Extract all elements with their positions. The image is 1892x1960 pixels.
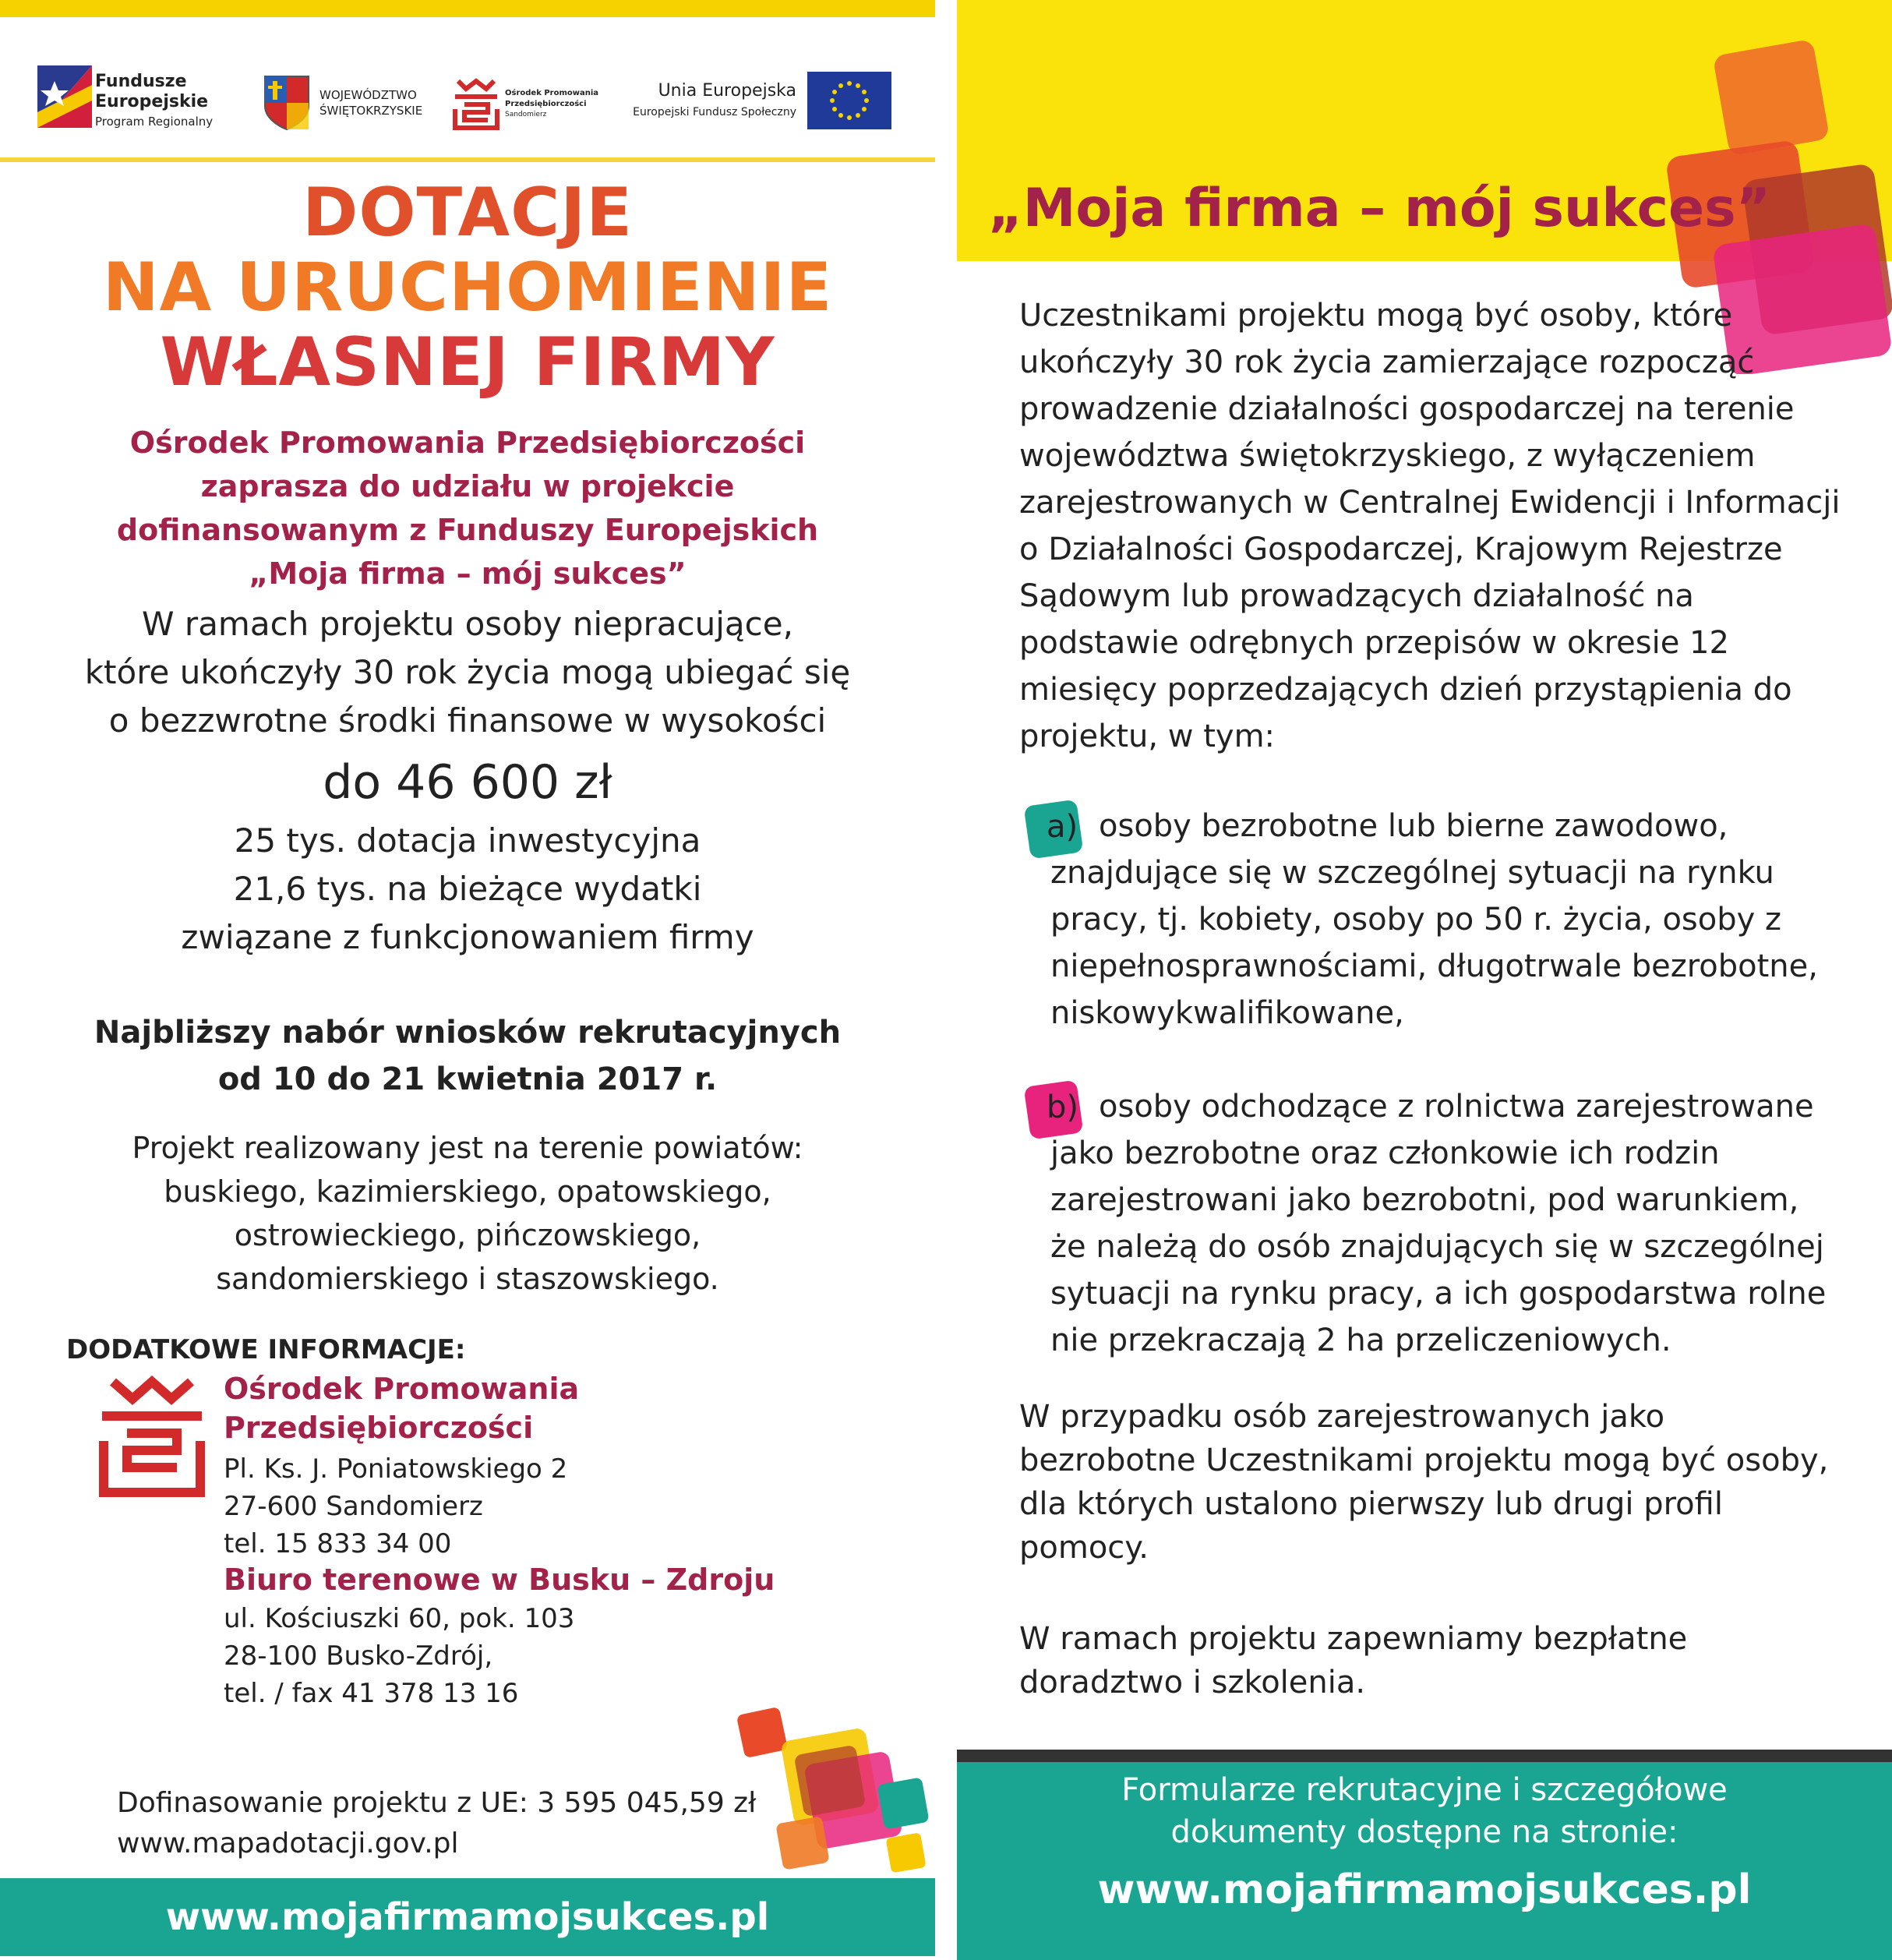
- fundusze-europejskie-logo-icon: [37, 65, 92, 128]
- eligibility-line: o bezzwrotne środki finansowe w wysokości: [108, 701, 827, 740]
- right-panel: [957, 0, 1892, 1960]
- area-line: Projekt realizowany jest na terenie powiatów:: [132, 1131, 803, 1165]
- eligibility-line: W ramach projektu osoby niepracujące,: [142, 605, 793, 643]
- paragraph-line: W przypadku osób zarejestrowanych jako: [1019, 1399, 1665, 1435]
- opp-logo-line-2: Przedsiębiorczości: [505, 100, 587, 108]
- contact-org-line-2: Przedsiębiorczości: [224, 1411, 534, 1445]
- breakdown-block: [31, 817, 904, 962]
- paragraph-line: zarejestrowanych w Centralnej Ewidencji i Informacji: [1019, 485, 1841, 521]
- intro-block: [31, 421, 904, 595]
- breakdown-line: związane z funkcjonowaniem firmy: [181, 918, 754, 956]
- item-b-line: sytuacji na rynku pracy, a ich gospodarstwa rolne: [1050, 1276, 1827, 1312]
- paragraph-line: o Działalności Gospodarczej, Krajowym Rejestrze: [1019, 531, 1783, 567]
- eligibility-line: które ukończyły 30 rok życia mogą ubiegać się: [84, 653, 851, 691]
- eligibility-block: [31, 600, 904, 745]
- item-b-text: [1050, 1083, 1826, 1364]
- headline-line-1: DOTACJE: [302, 174, 633, 252]
- office-name: Biuro terenowe w Busku – Zdroju: [224, 1563, 775, 1597]
- area-block: [31, 1126, 904, 1301]
- logo-divider: [0, 157, 935, 162]
- item-b-line: zarejestrowani jako bezrobotni, pod warunkiem,: [1050, 1182, 1799, 1218]
- office-address-2: 28-100 Busko-Zdrój,: [224, 1640, 493, 1672]
- recruitment-line: Najbliższy nabór wniosków rekrutacyjnych: [94, 1015, 842, 1051]
- item-b-line: nie przekraczają 2 ha przeliczeniowych.: [1050, 1323, 1671, 1358]
- paragraph-line: podstawie odrębnych przepisów w okresie 12: [1019, 625, 1729, 661]
- right-heading: „Moja firma – mój sukces”: [988, 178, 1771, 239]
- paragraph-line: ukończyły 30 rok życia zamierzające rozpocząć: [1019, 344, 1755, 380]
- office-address-1: ul. Kościuszki 60, pok. 103: [224, 1603, 575, 1634]
- decorative-squares-icon: [732, 1703, 935, 1878]
- office-phone: tel. / fax 41 378 13 16: [224, 1678, 519, 1709]
- paragraph-line: miesięcy poprzedzających dzień przystąpienia do: [1019, 672, 1792, 708]
- paragraph-line: Sądowym lub prowadzących działalność na: [1019, 578, 1694, 614]
- footer-line-2: dokumenty dostępne na stronie:: [1170, 1814, 1678, 1850]
- paragraph-line: W ramach projektu zapewniamy bezpłatne: [1019, 1621, 1688, 1657]
- contact-address-1: Pl. Ks. J. Poniatowskiego 2: [224, 1453, 568, 1485]
- intro-line: zaprasza do udziału w projekcie: [200, 469, 735, 503]
- item-a-text: [1050, 803, 1818, 1037]
- item-a-line: pracy, tj. kobiety, osoby po 50 r. życia, osoby z: [1050, 902, 1782, 938]
- eu-logo-subtitle: Europejski Fundusz Społeczny: [633, 106, 796, 118]
- area-line: sandomierskiego i staszowskiego.: [216, 1262, 719, 1296]
- paragraph-line: Uczestnikami projektu mogą być osoby, które: [1019, 298, 1733, 334]
- recruitment-block: [31, 1009, 904, 1103]
- logo-bar: [0, 17, 935, 157]
- item-a-line: znajdujące się w szczególnej sytuacji na rynku: [1050, 855, 1774, 891]
- contact-org-line-1: Ośrodek Promowania: [224, 1372, 580, 1406]
- eu-flag-icon: [807, 72, 891, 129]
- area-line: buskiego, kazimierskiego, opatowskiego,: [164, 1174, 771, 1209]
- bullet-a-letter: a): [1047, 809, 1078, 845]
- fe-logo-title-2: Europejskie: [95, 92, 209, 111]
- paragraph-line: dla których ustalono pierwszy lub drugi profil: [1019, 1486, 1723, 1522]
- intro-line: Ośrodek Promowania Przedsiębiorczości: [129, 426, 806, 460]
- left-footer-url-link[interactable]: www.mojafirmamojsukces.pl: [165, 1895, 770, 1939]
- region-logo-line-2: ŚWIĘTOKRZYSKIE: [319, 104, 423, 118]
- intro-line: „Moja firma – mój sukces”: [249, 556, 687, 591]
- contact-phone: tel. 15 833 34 00: [224, 1528, 452, 1559]
- breakdown-line: 25 tys. dotacja inwestycyjna: [234, 821, 701, 860]
- paragraph-line: projektu, w tym:: [1019, 719, 1276, 754]
- funding-url-link[interactable]: www.mapadotacji.gov.pl: [117, 1828, 459, 1859]
- item-b-line: osoby odchodzące z rolnictwa zarejestrowane: [1099, 1089, 1814, 1125]
- paragraph-line: prowadzenie działalności gospodarczej na terenie: [1019, 391, 1795, 427]
- eligibility-paragraph: [1019, 292, 1841, 760]
- opp-logo-line-3: Sandomierz: [505, 111, 547, 118]
- contact-address-2: 27-600 Sandomierz: [224, 1491, 483, 1522]
- right-footer-stripe: [957, 1750, 1892, 1762]
- paragraph-line: doradztwo i szkolenia.: [1019, 1665, 1366, 1700]
- area-line: ostrowieckiego, pińczowskiego,: [234, 1218, 701, 1252]
- item-a-line: osoby bezrobotne lub bierne zawodowo,: [1099, 808, 1728, 844]
- item-b-line: że należą do osób znajdujących się w szczególnej: [1050, 1229, 1824, 1265]
- bullet-b-letter: b): [1047, 1089, 1078, 1125]
- item-a-line: niepełnosprawnościami, długotrwale bezrobotne,: [1050, 948, 1818, 984]
- recruitment-line: od 10 do 21 kwietnia 2017 r.: [217, 1061, 718, 1097]
- main-headline: [0, 174, 935, 401]
- right-footer-url-link[interactable]: www.mojafirmamojsukces.pl: [1097, 1866, 1752, 1913]
- intro-line: dofinansowanym z Funduszy Europejskich: [116, 513, 819, 547]
- opp-small-logo-icon: [452, 78, 500, 131]
- item-b-line: jako bezrobotne oraz członkowie ich rodzin: [1050, 1135, 1720, 1171]
- paragraph-line: bezrobotne Uczestnikami projektu mogą być osoby,: [1019, 1443, 1829, 1478]
- paragraph-line: pomocy.: [1019, 1530, 1149, 1566]
- grant-amount: do 46 600 zł: [323, 755, 612, 810]
- footer-line-1: Formularze rekrutacyjne i szczegółowe: [1121, 1772, 1728, 1808]
- fe-logo-subtitle: Program Regionalny: [95, 115, 214, 129]
- voivodeship-crest-icon: [263, 75, 310, 131]
- paragraph-line: województwa świętokrzyskiego, z wyłączeniem: [1019, 438, 1756, 474]
- opp-logo-line-1: Ośrodek Promowania: [505, 89, 599, 97]
- profile-paragraph: [1019, 1395, 1828, 1570]
- opp-logo-icon: [97, 1376, 206, 1500]
- region-logo-line-1: WOJEWÓDZTWO: [319, 88, 417, 102]
- left-panel: [0, 0, 935, 1960]
- info-heading: DODATKOWE INFORMACJE:: [66, 1334, 466, 1365]
- fe-logo-title-1: Fundusze: [95, 72, 187, 91]
- eu-logo-title: Unia Europejska: [658, 81, 796, 101]
- headline-line-3: WŁASNEJ FIRMY: [160, 323, 775, 401]
- services-paragraph: [1019, 1617, 1687, 1704]
- funding-text: Dofinasowanie projektu z UE: 3 595 045,59 zł: [117, 1787, 757, 1819]
- item-a-line: niskowykwalifikowane,: [1050, 995, 1404, 1031]
- top-yellow-bar: [0, 0, 935, 17]
- breakdown-line: 21,6 tys. na bieżące wydatki: [233, 870, 702, 908]
- headline-line-2: NA URUCHOMIENIE: [102, 249, 833, 327]
